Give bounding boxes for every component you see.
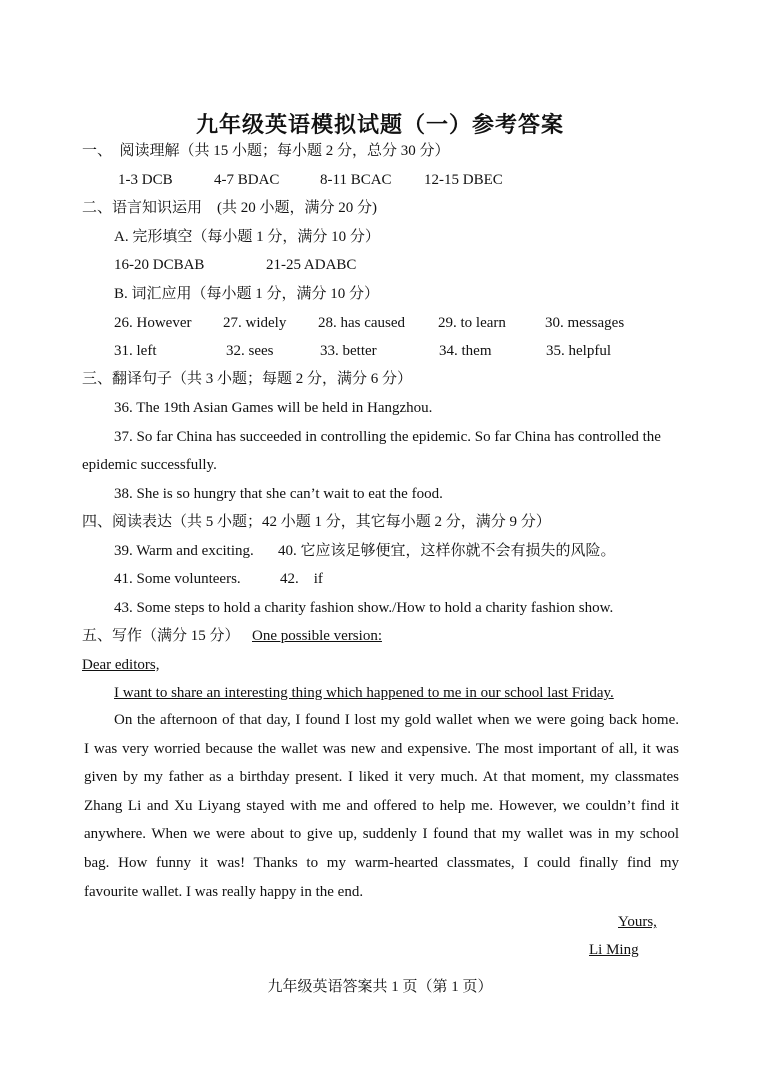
- answer-item: 8-11 BCAC: [320, 172, 392, 188]
- essay-line: bag. How funny it was! Thanks to my warm-hearted classmates, I could finally find my: [84, 854, 679, 871]
- essay-line: given by my father as a birthday present. I liked it very much. At that moment, my classmates: [84, 769, 679, 786]
- answer-item: 26. However: [114, 315, 192, 331]
- answer-item: 16-20 DCBAB: [114, 257, 205, 273]
- part-a-heading: A. 完形填空（每小题 1 分，满分 10 分）: [114, 229, 380, 245]
- answer-item: 12-15 DBEC: [424, 172, 503, 188]
- answer-36: 36. The 19th Asian Games will be held in Hangzhou.: [114, 400, 433, 416]
- answer-item: 28. has caused: [318, 315, 406, 331]
- part-b-heading: B. 词汇应用（每小题 1 分，满分 10 分）: [114, 286, 380, 302]
- section5-heading: 五、写作（满分 15 分）: [82, 628, 240, 644]
- answer-item: 21-25 ADABC: [266, 257, 357, 273]
- section4-heading: 四、阅读表达（共 5 小题；42 小题 1 分，其它每小题 2 分，满分 9 分）: [82, 514, 551, 530]
- section3-heading: 三、翻译句子（共 3 小题；每题 2 分，满分 6 分）: [82, 371, 413, 387]
- essay-line: Zhang Li and Xu Liyang stayed with me and offered to help me. However, we couldn’t find it: [84, 797, 679, 814]
- essay-line: favourite wallet. I was really happy in the end.: [84, 883, 364, 900]
- essay-opening: I want to share an interesting thing which happened to me in our school last Friday.: [114, 685, 614, 701]
- answer-42: 42. if: [280, 571, 323, 587]
- answer-39: 39. Warm and exciting.: [114, 543, 254, 559]
- essay-body: [84, 706, 679, 906]
- answer-37-cont: epidemic successfully.: [82, 457, 217, 473]
- page-title: 九年级英语模拟试题（一）参考答案: [195, 112, 564, 137]
- answer-37: 37. So far China has succeeded in controlling the epidemic. So far China has controlled the: [114, 429, 661, 445]
- essay-line: anywhere. When we were about to give up, suddenly I found that my wallet was in my school: [84, 826, 679, 843]
- answer-item: 35. helpful: [546, 343, 611, 359]
- version-label: One possible version:: [252, 628, 382, 644]
- answer-item: 29. to learn: [438, 315, 506, 331]
- essay-line: I was very worried because the wallet was new and expensive. The most important of all, it was: [84, 740, 679, 757]
- answer-item: 1-3 DCB: [118, 172, 173, 188]
- essay-line: On the afternoon of that day, I found I lost my gold wallet when we were going back home.: [114, 712, 679, 728]
- salutation: Dear editors,: [82, 657, 160, 673]
- answer-item: 30. messages: [545, 315, 625, 331]
- page-footer: 九年级英语答案共 1 页（第 1 页）: [267, 979, 493, 995]
- section1-heading: 一、 阅读理解（共 15 小题；每小题 2 分，总分 30 分）: [82, 143, 450, 159]
- answer-item: 32. sees: [226, 343, 274, 359]
- answer-38: 38. She is so hungry that she can’t wait to eat the food.: [114, 486, 443, 502]
- answer-40: 40. 它应该足够便宜，这样你就不会有损失的风险。: [278, 543, 616, 559]
- signature: Li Ming: [589, 942, 639, 958]
- answer-41: 41. Some volunteers.: [114, 571, 241, 587]
- answer-item: 27. widely: [223, 315, 287, 331]
- answer-item: 4-7 BDAC: [214, 172, 280, 188]
- answer-item: 34. them: [439, 343, 492, 359]
- closing: Yours,: [618, 914, 657, 930]
- answer-43: 43. Some steps to hold a charity fashion show./How to hold a charity fashion show.: [114, 600, 614, 616]
- answer-item: 33. better: [320, 343, 377, 359]
- answer-item: 31. left: [114, 343, 157, 359]
- section2-heading: 二、语言知识运用 (共 20 小题，满分 20 分): [82, 200, 377, 216]
